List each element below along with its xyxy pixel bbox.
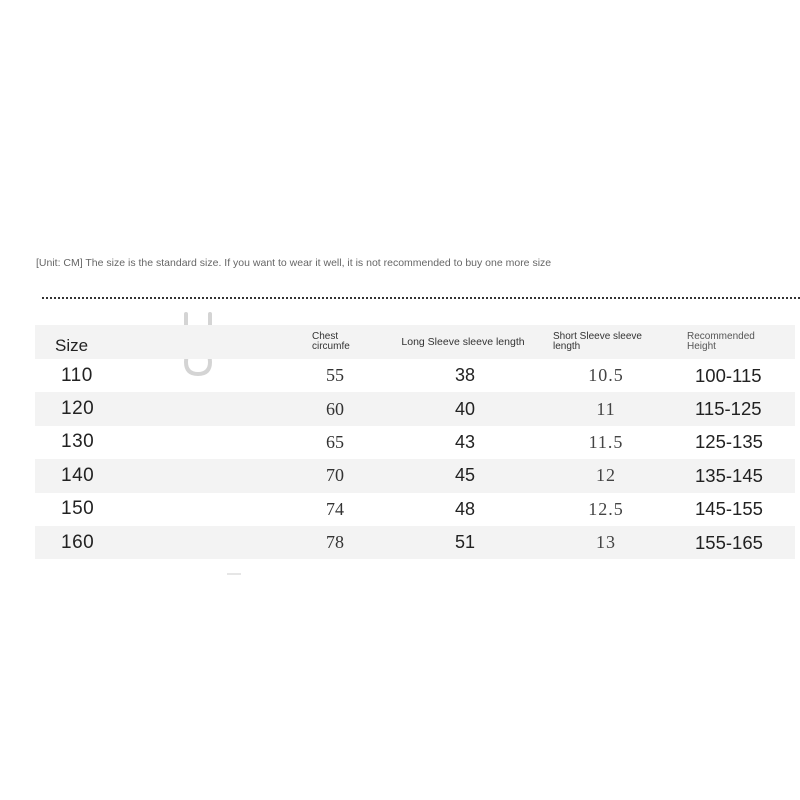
table-row (35, 526, 795, 559)
table-row (35, 493, 795, 526)
header-chest-line1: Chest (312, 331, 339, 342)
cell-long-sleeve: 43 (454, 431, 476, 452)
cell-long-sleeve: 48 (454, 498, 476, 519)
table-header-row (35, 325, 795, 359)
table-row (35, 392, 795, 425)
cell-chest: 60 (326, 398, 344, 419)
cell-chest: 78 (326, 532, 344, 553)
table-row (35, 459, 795, 492)
cell-size: 110 (61, 364, 93, 386)
cell-short-sleeve: 11 (596, 398, 616, 419)
cell-short-sleeve: 13 (596, 532, 616, 553)
cell-size: 120 (61, 398, 95, 420)
cell-long-sleeve: 38 (454, 365, 476, 386)
header-chest-line2: circumfe (312, 341, 350, 352)
table-row (35, 359, 795, 392)
cell-short-sleeve: 10.5 (588, 365, 624, 386)
cell-chest: 74 (326, 498, 344, 519)
header-height-line1: Recommended (687, 331, 755, 342)
unit-note: [Unit: CM] The size is the standard size. If you want to wear it well, it is not recommended to buy one more size (36, 257, 552, 269)
header-short-sleeve-line1: Short Sleeve sleeve (553, 331, 642, 342)
header-long-sleeve: Long Sleeve sleeve length (401, 336, 525, 348)
header-height (687, 325, 797, 359)
header-height-line2: Height (687, 341, 716, 352)
cell-short-sleeve: 12.5 (588, 498, 624, 519)
cell-long-sleeve: 45 (454, 465, 476, 486)
header-size: Size (55, 336, 89, 355)
cell-size: 150 (61, 498, 95, 520)
cell-height: 135-145 (695, 464, 763, 486)
table-row (35, 426, 795, 459)
cell-height: 125-135 (695, 431, 763, 453)
cell-chest: 65 (326, 431, 344, 452)
cell-short-sleeve: 12 (596, 465, 616, 486)
cell-chest: 70 (326, 465, 344, 486)
cell-height: 155-165 (695, 531, 763, 553)
cell-height: 115-125 (695, 398, 762, 420)
cell-size: 130 (61, 431, 95, 453)
watermark-mark (227, 573, 241, 575)
dotted-divider (42, 297, 800, 299)
cell-size: 140 (61, 464, 95, 486)
header-chest (312, 325, 382, 359)
cell-chest: 55 (326, 365, 344, 386)
cell-height: 145-155 (695, 498, 763, 520)
size-chart-table (35, 325, 795, 559)
cell-long-sleeve: 40 (454, 398, 476, 419)
cell-long-sleeve: 51 (454, 532, 476, 553)
cell-size: 160 (61, 531, 95, 553)
header-short-sleeve-line2: length (553, 341, 581, 352)
header-short-sleeve (553, 325, 665, 359)
cell-height: 100-115 (695, 364, 762, 386)
cell-short-sleeve: 11.5 (588, 431, 624, 452)
